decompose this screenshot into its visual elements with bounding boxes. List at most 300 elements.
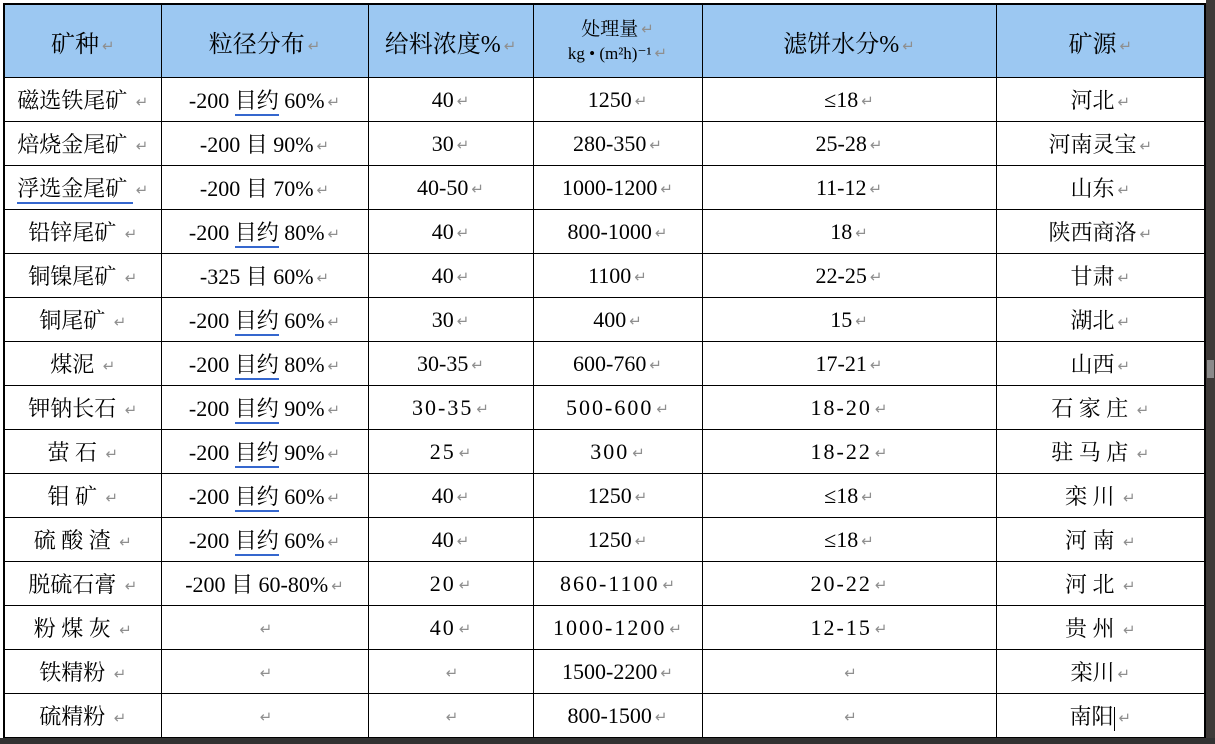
paragraph-return-mark: ↵ [874, 619, 888, 638]
cell-capacity-value: 1250 [587, 482, 632, 508]
paragraph-return-mark: ↵ [861, 487, 874, 506]
header-label: 矿源 [1068, 31, 1117, 58]
cell-feed-concentration-value: 40 [431, 218, 454, 244]
cell-source[interactable] [996, 430, 1205, 474]
source-name: 陕西商洛 [1048, 220, 1137, 245]
paragraph-return-mark: ↵ [456, 91, 470, 110]
table-row [4, 166, 1205, 210]
paragraph-return-mark: ↵ [102, 357, 116, 375]
size-text: -200 [188, 352, 235, 377]
header-label: 处理量 [581, 18, 639, 40]
cell-feed-concentration-value: 40 [431, 482, 454, 508]
paragraph-return-mark: ↵ [869, 135, 883, 154]
header-capacity-unit [536, 43, 700, 64]
cell-mineral[interactable] [4, 210, 161, 254]
cell-capacity[interactable] [533, 166, 702, 210]
paragraph-return-mark: ↵ [327, 489, 341, 507]
paragraph-return-mark: ↵ [327, 93, 341, 111]
header-cell-4[interactable] [702, 4, 996, 78]
paragraph-return-mark: ↵ [1136, 445, 1150, 463]
cell-feed-concentration[interactable] [368, 562, 533, 606]
cell-cake-moisture[interactable] [702, 650, 996, 694]
cell-size-distribution[interactable] [161, 606, 368, 650]
size-text: 90% [278, 440, 325, 465]
header-cell-5[interactable] [996, 4, 1205, 78]
paragraph-return-mark: ↵ [874, 443, 888, 462]
mineral-name: 磁选铁尾矿 [17, 88, 133, 113]
mineral-name: 硫 酸 渣 [33, 528, 117, 553]
paragraph-return-mark: ↵ [456, 531, 470, 550]
cell-mineral[interactable] [4, 650, 161, 694]
paragraph-return-mark: ↵ [456, 267, 470, 286]
cell-mineral[interactable] [4, 694, 161, 739]
cell-cake-moisture-value: 18 [830, 218, 853, 244]
cell-feed-concentration[interactable] [368, 78, 533, 122]
cell-cake-moisture[interactable] [702, 298, 996, 342]
cell-mineral[interactable] [4, 606, 161, 650]
paragraph-return-mark: ↵ [456, 135, 470, 154]
cell-size-distribution[interactable] [161, 122, 368, 166]
table-row [4, 342, 1205, 386]
cell-cake-moisture[interactable] [702, 342, 996, 386]
cell-capacity-value: 400 [593, 306, 627, 332]
mineral-name: 粉 煤 灰 [33, 616, 117, 641]
cell-source[interactable] [996, 78, 1205, 122]
cell-capacity-value: 1000-1200 [562, 174, 658, 200]
paragraph-return-mark: ↵ [1139, 137, 1153, 155]
paragraph-return-mark: ↵ [656, 399, 669, 418]
size-text: -200 [188, 396, 235, 421]
paragraph-return-mark: ↵ [327, 225, 341, 243]
cell-capacity[interactable] [533, 474, 702, 518]
paragraph-return-mark: ↵ [855, 311, 868, 330]
paragraph-return-mark: ↵ [649, 135, 662, 154]
cell-capacity[interactable] [533, 562, 702, 606]
cell-capacity[interactable] [533, 386, 702, 430]
cell-feed-concentration-value: 30-35 [417, 350, 469, 376]
paragraph-return-mark: ↵ [316, 137, 330, 155]
cell-size-distribution[interactable] [161, 430, 368, 474]
table-row [4, 210, 1205, 254]
paragraph-return-mark: ↵ [634, 487, 648, 506]
cell-source[interactable] [996, 694, 1205, 739]
cell-feed-concentration[interactable] [368, 606, 533, 650]
source-name: 河 北 [1064, 572, 1120, 597]
cell-feed-concentration[interactable] [368, 430, 533, 474]
cell-capacity[interactable] [533, 430, 702, 474]
mineral-name: 浮选金尾矿 [17, 176, 133, 204]
paragraph-return-mark: ↵ [649, 355, 662, 374]
cell-feed-concentration-value: 40 [429, 614, 456, 640]
cell-size-distribution[interactable] [161, 166, 368, 210]
paragraph-return-mark: ↵ [458, 575, 472, 594]
cell-capacity-value: 860-1100 [559, 570, 660, 596]
cell-capacity-value: 800-1500 [567, 702, 652, 728]
cell-capacity[interactable] [533, 78, 702, 122]
size-text: 60% [278, 484, 325, 509]
header-label: 滤饼水分% [783, 31, 900, 58]
table-row [4, 650, 1205, 694]
cell-cake-moisture[interactable] [702, 386, 996, 430]
text-cursor [1114, 707, 1115, 731]
cell-capacity-value: 500-600 [566, 394, 654, 420]
source-name: 栾 川 [1064, 484, 1120, 509]
cell-feed-concentration[interactable] [368, 518, 533, 562]
cell-capacity-value: 300 [590, 438, 630, 464]
paragraph-return-mark: ↵ [634, 267, 647, 286]
paragraph-return-mark: ↵ [458, 619, 472, 638]
size-text: -325 目 60% [199, 264, 314, 289]
cell-feed-concentration-value: 40 [431, 262, 454, 288]
header-cell-2[interactable] [368, 4, 533, 78]
cell-size-distribution[interactable] [161, 254, 368, 298]
paragraph-return-mark: ↵ [869, 267, 883, 286]
mineral-name: 焙烧金尾矿 [17, 132, 133, 157]
paragraph-return-mark: ↵ [654, 44, 668, 63]
table-row [4, 694, 1205, 739]
cell-feed-concentration[interactable] [368, 210, 533, 254]
cell-cake-moisture[interactable] [702, 518, 996, 562]
cell-size-distribution[interactable] [161, 78, 368, 122]
size-text: -200 目 60-80% [185, 572, 329, 597]
cell-source[interactable] [996, 166, 1205, 210]
cell-capacity[interactable] [533, 694, 702, 739]
paragraph-return-mark: ↵ [1122, 621, 1136, 639]
size-text: -200 [188, 220, 235, 245]
paragraph-return-mark: ↵ [654, 707, 668, 726]
cell-cake-moisture[interactable] [702, 166, 996, 210]
paragraph-return-mark: ↵ [855, 223, 868, 242]
cell-capacity[interactable] [533, 122, 702, 166]
paragraph-return-mark: ↵ [874, 575, 888, 594]
size-text-grammar-flagged: 目约 [235, 352, 279, 380]
cell-source[interactable] [996, 562, 1205, 606]
mineral-name: 煤泥 [50, 352, 100, 377]
header-cell-3[interactable] [533, 4, 702, 78]
paragraph-return-mark: ↵ [135, 181, 149, 199]
cell-cake-moisture-value: ≤18 [824, 526, 859, 552]
cell-source[interactable] [996, 386, 1205, 430]
cell-cake-moisture-value: 25-28 [815, 130, 867, 156]
paragraph-return-mark: ↵ [1139, 225, 1153, 243]
paragraph-return-mark: ↵ [902, 36, 915, 55]
paragraph-return-mark: ↵ [1117, 269, 1131, 287]
cell-feed-concentration[interactable] [368, 122, 533, 166]
cell-cake-moisture[interactable] [702, 474, 996, 518]
paragraph-return-mark: ↵ [327, 313, 341, 331]
cell-feed-concentration[interactable] [368, 386, 533, 430]
cell-size-distribution[interactable] [161, 518, 368, 562]
cell-capacity[interactable] [533, 650, 702, 694]
cell-feed-concentration[interactable] [368, 474, 533, 518]
paragraph-return-mark: ↵ [660, 663, 673, 682]
paragraph-return-mark: ↵ [641, 19, 654, 38]
paragraph-return-mark: ↵ [471, 179, 484, 198]
cell-cake-moisture[interactable] [702, 562, 996, 606]
paragraph-return-mark: ↵ [327, 445, 341, 463]
paragraph-return-mark: ↵ [316, 269, 330, 287]
source-name: 河 南 [1064, 528, 1120, 553]
paragraph-return-mark: ↵ [471, 355, 484, 374]
paragraph-return-mark: ↵ [634, 531, 648, 550]
window-bottom-edge [0, 738, 1215, 744]
paragraph-return-mark: ↵ [327, 357, 341, 375]
header-unit-label: kg • (m²h)⁻¹ [567, 44, 652, 64]
mineral-name: 铁精粉 [39, 660, 111, 685]
mineral-name: 钼 矿 [47, 484, 103, 509]
paragraph-return-mark: ↵ [331, 577, 344, 595]
paragraph-return-mark: ↵ [456, 487, 470, 506]
cell-mineral[interactable] [4, 474, 161, 518]
cell-cake-moisture[interactable] [702, 606, 996, 650]
cell-capacity-value: 1250 [587, 526, 632, 552]
paragraph-return-mark: ↵ [861, 531, 874, 550]
source-name: 河北 [1070, 88, 1115, 113]
size-text: -200 目 90% [199, 132, 314, 157]
cell-feed-concentration[interactable] [368, 254, 533, 298]
table-row [4, 298, 1205, 342]
cell-cake-moisture-value: 18-22 [810, 438, 872, 464]
paragraph-return-mark: ↵ [662, 575, 676, 594]
table-row [4, 122, 1205, 166]
paragraph-return-mark: ↵ [124, 401, 138, 419]
table-row [4, 254, 1205, 298]
cell-cake-moisture-value: 22-25 [815, 262, 867, 288]
paragraph-return-mark: ↵ [259, 707, 273, 726]
cell-mineral[interactable] [4, 562, 161, 606]
cell-size-distribution[interactable] [161, 210, 368, 254]
paragraph-return-mark: ↵ [119, 533, 132, 551]
paragraph-return-mark: ↵ [113, 313, 127, 331]
paragraph-return-mark: ↵ [1117, 181, 1131, 199]
cell-source[interactable] [996, 474, 1205, 518]
paragraph-return-mark: ↵ [113, 665, 127, 683]
mineral-name: 铅锌尾矿 [28, 220, 122, 245]
paragraph-return-mark: ↵ [456, 311, 470, 330]
paragraph-return-mark: ↵ [458, 443, 472, 462]
table-row [4, 562, 1205, 606]
paragraph-return-mark: ↵ [124, 577, 138, 595]
paragraph-return-mark: ↵ [105, 445, 119, 463]
mineral-name: 铜尾矿 [39, 308, 111, 333]
cell-cake-moisture[interactable] [702, 122, 996, 166]
cell-source[interactable] [996, 606, 1205, 650]
cell-cake-moisture-value: 15 [830, 306, 853, 332]
size-text-grammar-flagged: 目约 [235, 220, 279, 248]
paragraph-return-mark: ↵ [445, 707, 459, 726]
cell-capacity-value: 1000-1200 [553, 614, 667, 640]
paragraph-return-mark: ↵ [1118, 709, 1132, 727]
paragraph-return-mark: ↵ [503, 36, 517, 55]
paragraph-return-mark: ↵ [113, 709, 127, 727]
paragraph-return-mark: ↵ [124, 225, 138, 243]
source-name: 栾川 [1070, 660, 1115, 685]
paragraph-return-mark: ↵ [1117, 665, 1131, 683]
source-name: 南阳 [1069, 704, 1114, 729]
size-text: 60% [278, 88, 325, 113]
header-label: 粒径分布 [208, 31, 305, 58]
scrollbar-thumb[interactable] [1207, 360, 1214, 378]
size-text-grammar-flagged: 目约 [235, 528, 279, 556]
paragraph-return-mark: ↵ [1117, 357, 1131, 375]
cell-mineral[interactable] [4, 518, 161, 562]
cell-capacity-value: 1500-2200 [562, 658, 658, 684]
cell-source[interactable] [996, 342, 1205, 386]
header-cell-1[interactable] [161, 4, 368, 78]
header-capacity-title [536, 18, 700, 42]
cell-capacity-value: 600-760 [573, 350, 647, 376]
paragraph-return-mark: ↵ [634, 91, 648, 110]
cell-cake-moisture[interactable] [702, 78, 996, 122]
source-name: 山西 [1070, 352, 1115, 377]
cell-size-distribution[interactable] [161, 298, 368, 342]
cell-cake-moisture[interactable] [702, 210, 996, 254]
size-text-grammar-flagged: 目约 [235, 88, 279, 116]
cell-mineral[interactable] [4, 166, 161, 210]
cell-feed-concentration-value: 40-50 [417, 174, 469, 200]
size-text-grammar-flagged: 目约 [235, 396, 279, 424]
mineral-data-table [3, 3, 1206, 739]
cell-cake-moisture[interactable] [702, 694, 996, 739]
cell-capacity[interactable] [533, 298, 702, 342]
source-name: 湖北 [1070, 308, 1115, 333]
paragraph-return-mark: ↵ [327, 401, 341, 419]
size-text: 80% [278, 220, 325, 245]
cell-cake-moisture-value: 18-20 [810, 394, 872, 420]
source-name: 甘肃 [1070, 264, 1115, 289]
table-row [4, 430, 1205, 474]
paragraph-return-mark: ↵ [456, 223, 470, 242]
paragraph-return-mark: ↵ [632, 443, 645, 462]
paragraph-return-mark: ↵ [476, 399, 489, 418]
paragraph-return-mark: ↵ [327, 533, 341, 551]
cell-capacity[interactable] [533, 254, 702, 298]
cell-feed-concentration[interactable] [368, 342, 533, 386]
cell-cake-moisture-value: 12-15 [810, 614, 872, 640]
source-name: 河南灵宝 [1048, 132, 1137, 157]
paragraph-return-mark: ↵ [259, 619, 273, 638]
paragraph-return-mark: ↵ [861, 91, 874, 110]
cell-source[interactable] [996, 254, 1205, 298]
paragraph-return-mark: ↵ [669, 619, 682, 638]
paragraph-return-mark: ↵ [844, 707, 857, 726]
cell-cake-moisture[interactable] [702, 254, 996, 298]
cell-mineral[interactable] [4, 386, 161, 430]
cell-mineral[interactable] [4, 430, 161, 474]
cell-capacity[interactable] [533, 210, 702, 254]
cell-feed-concentration[interactable] [368, 166, 533, 210]
table-row [4, 474, 1205, 518]
paragraph-return-mark: ↵ [869, 179, 883, 198]
cell-feed-concentration-value: 30 [431, 130, 454, 156]
cell-size-distribution[interactable] [161, 562, 368, 606]
cell-feed-concentration-value: 30-35 [412, 394, 474, 420]
cell-source[interactable] [996, 518, 1205, 562]
cell-mineral[interactable] [4, 122, 161, 166]
cell-capacity[interactable] [533, 606, 702, 650]
cell-size-distribution[interactable] [161, 694, 368, 739]
cell-capacity-value: 1100 [588, 262, 632, 288]
size-text: -200 [188, 440, 235, 465]
cell-cake-moisture-value: 11-12 [815, 174, 867, 200]
size-text: -200 [188, 484, 235, 509]
cell-feed-concentration-value: 30 [431, 306, 454, 332]
paragraph-return-mark: ↵ [135, 93, 149, 111]
header-label: 矿种 [50, 31, 99, 58]
paragraph-return-mark: ↵ [874, 399, 888, 418]
table-row [4, 386, 1205, 430]
header-label: 给料浓度% [384, 31, 501, 58]
paragraph-return-mark: ↵ [307, 36, 321, 55]
cell-capacity[interactable] [533, 342, 702, 386]
cell-feed-concentration-value: 40 [431, 86, 454, 112]
size-text: -200 [188, 528, 235, 553]
source-name: 石 家 庄 [1051, 396, 1134, 421]
paragraph-return-mark: ↵ [844, 663, 857, 682]
source-name: 山东 [1070, 176, 1115, 201]
size-text-grammar-flagged: 目约 [235, 484, 279, 512]
cell-feed-concentration-value: 40 [431, 526, 454, 552]
cell-capacity-value: 280-350 [573, 130, 647, 156]
size-text: -200 [188, 308, 235, 333]
paragraph-return-mark: ↵ [1119, 36, 1133, 55]
cell-size-distribution[interactable] [161, 650, 368, 694]
cell-cake-moisture-value: ≤18 [824, 86, 859, 112]
cell-mineral[interactable] [4, 342, 161, 386]
cell-source[interactable] [996, 122, 1205, 166]
table-header-row [4, 4, 1205, 78]
cell-feed-concentration-value: 20 [429, 570, 456, 596]
cell-capacity[interactable] [533, 518, 702, 562]
size-text: 80% [278, 352, 325, 377]
cell-feed-concentration[interactable] [368, 694, 533, 739]
source-name: 驻 马 店 [1051, 440, 1134, 465]
cell-source[interactable] [996, 298, 1205, 342]
cell-size-distribution[interactable] [161, 342, 368, 386]
cell-size-distribution[interactable] [161, 474, 368, 518]
cell-feed-concentration[interactable] [368, 650, 533, 694]
cell-cake-moisture[interactable] [702, 430, 996, 474]
paragraph-return-mark: ↵ [869, 355, 883, 374]
cell-source[interactable] [996, 210, 1205, 254]
mineral-name: 萤 石 [47, 440, 103, 465]
paragraph-return-mark: ↵ [1122, 577, 1136, 595]
cell-mineral[interactable] [4, 254, 161, 298]
mineral-name: 铜镍尾矿 [28, 264, 122, 289]
size-text: 60% [278, 308, 325, 333]
size-text-grammar-flagged: 目约 [235, 440, 279, 468]
size-text: 90% [278, 396, 325, 421]
cell-cake-moisture-value: 17-21 [815, 350, 867, 376]
cell-mineral[interactable] [4, 78, 161, 122]
paragraph-return-mark: ↵ [445, 663, 459, 682]
paragraph-return-mark: ↵ [119, 621, 132, 639]
source-name: 贵 州 [1064, 616, 1120, 641]
paragraph-return-mark: ↵ [1117, 313, 1131, 331]
mineral-name: 硫精粉 [39, 704, 111, 729]
size-text-grammar-flagged: 目约 [235, 308, 279, 336]
paragraph-return-mark: ↵ [660, 179, 673, 198]
size-text: -200 目 70% [199, 176, 314, 201]
header-cell-0[interactable] [4, 4, 161, 78]
paragraph-return-mark: ↵ [259, 663, 273, 682]
paragraph-return-mark: ↵ [1136, 401, 1150, 419]
size-text: -200 [188, 88, 235, 113]
cell-feed-concentration[interactable] [368, 298, 533, 342]
cell-source[interactable] [996, 650, 1205, 694]
cell-size-distribution[interactable] [161, 386, 368, 430]
cell-mineral[interactable] [4, 298, 161, 342]
